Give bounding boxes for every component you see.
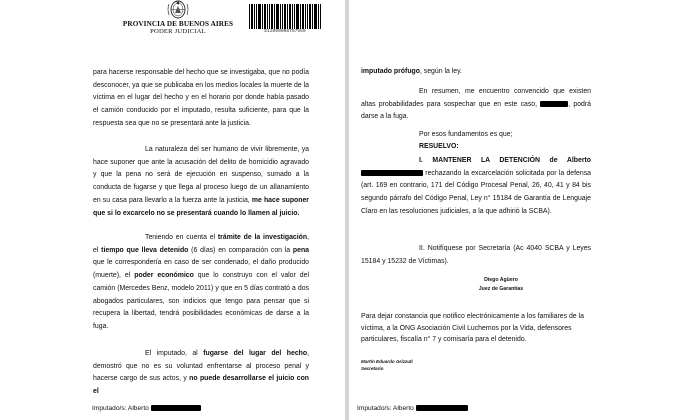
- judicial-title: PODER JUDICIAL: [150, 28, 206, 35]
- right-paragraph-1-bold: imputado prófugo: [361, 68, 420, 75]
- document-header: [88, 0, 268, 36]
- left-footer-name: Alberto: [127, 405, 149, 412]
- document-page-right: [349, 0, 700, 420]
- left-paragraph-3-bold-1: trámite de la investigación: [217, 234, 308, 241]
- left-paragraph-3-text-f: que lo construyo con el valor del camión (Mercedes Benz, modelo 2011) y que en 5 días contrató a dos abogados particulares, son indicios que tengo para pensar que si recupera la libertad, tendrá posibilidades económicas de darse a la fuga.: [93, 272, 309, 330]
- right-paragraph-2-text-b: , podrá darse a la fuga.: [361, 100, 592, 121]
- right-paragraph-1-text: , según la ley.: [419, 68, 462, 75]
- right-paragraph-6: [361, 311, 591, 346]
- barcode-number: E13000008767959: [264, 29, 306, 34]
- right-paragraph-4-text: rechazando la excarcelación solicitada por la defensa (art. 169 en contrario, 171 del Código Procesal Penal, 26, 40, 41 y 84 bis segundo párrafo del Código Penal, Ley n° 15184 de Garantía de Lenguaje Claro en las resoluciones judiciales, a la que adhirió la SCBA).: [361, 169, 591, 215]
- resuelvo-text: RESUELVO:: [419, 143, 459, 150]
- left-paragraph-4-text-a: El imputado, al: [145, 350, 204, 357]
- left-paragraph-1: [93, 67, 309, 131]
- right-paragraph-6-text: Para dejar constancia que notifico electrónicamente a los familiares de la víctima, a la ONG Asociación Civil Luchemos por la Vida, defensores particulares, fiscalía n° 7 y comisaría para el detenido.: [361, 313, 584, 344]
- left-paragraph-2-bold: me hace suponer que si lo excarcelo no se presentará cuando lo llamen al juicio.: [93, 196, 309, 217]
- right-footer-name: Alberto: [392, 405, 414, 412]
- left-paragraph-2-text: La naturaleza del ser humano de vivir libremente, ya hace suponer que ante la acusación del delito de homicidio agravado y que la pena no será de ejecución en suspenso, sumado a la conducta de fugarse y que llega al proceso luego de un allanamiento en su casa para llevarlo a la fuerza ante la justicia,: [93, 146, 309, 204]
- left-paragraph-1-text: para hacerse responsable del hecho que se investigaba, que no podía desconocer, ya que se publicaba en los medios locales la muerte de la víctima en el lugar del hecho y en el horario por donde había pasado el camión conducido por el imputado, resulta suficiente, para que la respuesta sea que no se presentará ante la justicia.: [93, 69, 309, 127]
- clerk-signature: [361, 358, 413, 372]
- coat-of-arms-icon: [166, 0, 190, 19]
- left-paragraph-3-text-d: (6 días) en comparación con la: [188, 246, 293, 254]
- left-paragraph-2: [93, 144, 309, 220]
- right-paragraph-5: [361, 243, 591, 268]
- province-title: PROVINCIA DE BUENOS AIRES: [122, 20, 234, 28]
- judge-signature: [441, 276, 561, 294]
- right-footer: [357, 404, 468, 414]
- left-paragraph-4: [93, 348, 309, 399]
- right-paragraph-5-text: II. Notifíquese por Secretaría (Ac 4040 SCBA y Leyes 15184 y 15232 de Víctimas).: [361, 245, 591, 265]
- right-footer-label: Imputado/s:: [357, 405, 392, 412]
- left-paragraph-3-bold-4: poder económico: [134, 272, 194, 280]
- resuelvo-heading: [419, 141, 591, 154]
- redaction-bar: [540, 101, 568, 107]
- right-paragraph-3: [419, 129, 591, 142]
- left-paragraph-4-text-c: , demostró que no es su voluntad enfrentarse al proceso penal y hacerse cargo de sus actos, y: [93, 350, 309, 383]
- left-paragraph-3-bold-3: pena: [292, 246, 310, 254]
- right-paragraph-2: [361, 86, 591, 124]
- left-paragraph-4-bold-2: no puede desarrollarse el juicio con el: [93, 375, 309, 396]
- barcode-icon: [248, 4, 322, 29]
- left-footer-label: Imputado/s:: [92, 405, 127, 412]
- left-paragraph-4-bold-1: fugarse del lugar del hecho: [203, 350, 308, 357]
- judge-name: Diego Agüero: [484, 277, 518, 283]
- redaction-bar: [361, 170, 423, 176]
- left-paragraph-3-bold-2: tiempo que lleva detenido: [101, 246, 189, 254]
- redaction-bar: [416, 405, 468, 411]
- clerk-title: Secretario: [361, 366, 384, 371]
- right-paragraph-3-text: Por esos fundamentos es que;: [419, 131, 513, 138]
- clerk-name: Martín Eduardo Grizzuti: [361, 359, 413, 364]
- right-paragraph-4-bold: I. MANTENER LA DETENCIÓN de Alberto: [419, 157, 591, 164]
- left-paragraph-3-text-e: que le correspondería en caso de ser condenado, el daño producido (muerte), el: [93, 259, 309, 280]
- left-footer: [92, 404, 201, 414]
- redaction-bar: [151, 405, 201, 411]
- document-page-left: [0, 0, 345, 420]
- left-paragraph-3-text-a: Teniendo en cuenta el: [145, 234, 218, 241]
- right-paragraph-2-text-a: En resumen, me encuentro convencido que existen altas probabilidades para sospechar que en este caso,: [361, 88, 591, 108]
- left-paragraph-3-text-c: , el: [93, 234, 310, 254]
- judge-title: Juez de Garantías: [478, 286, 524, 292]
- left-paragraph-3: [93, 232, 309, 334]
- right-paragraph-4: [361, 155, 591, 219]
- right-paragraph-1: [361, 66, 591, 79]
- barcode: [248, 4, 322, 35]
